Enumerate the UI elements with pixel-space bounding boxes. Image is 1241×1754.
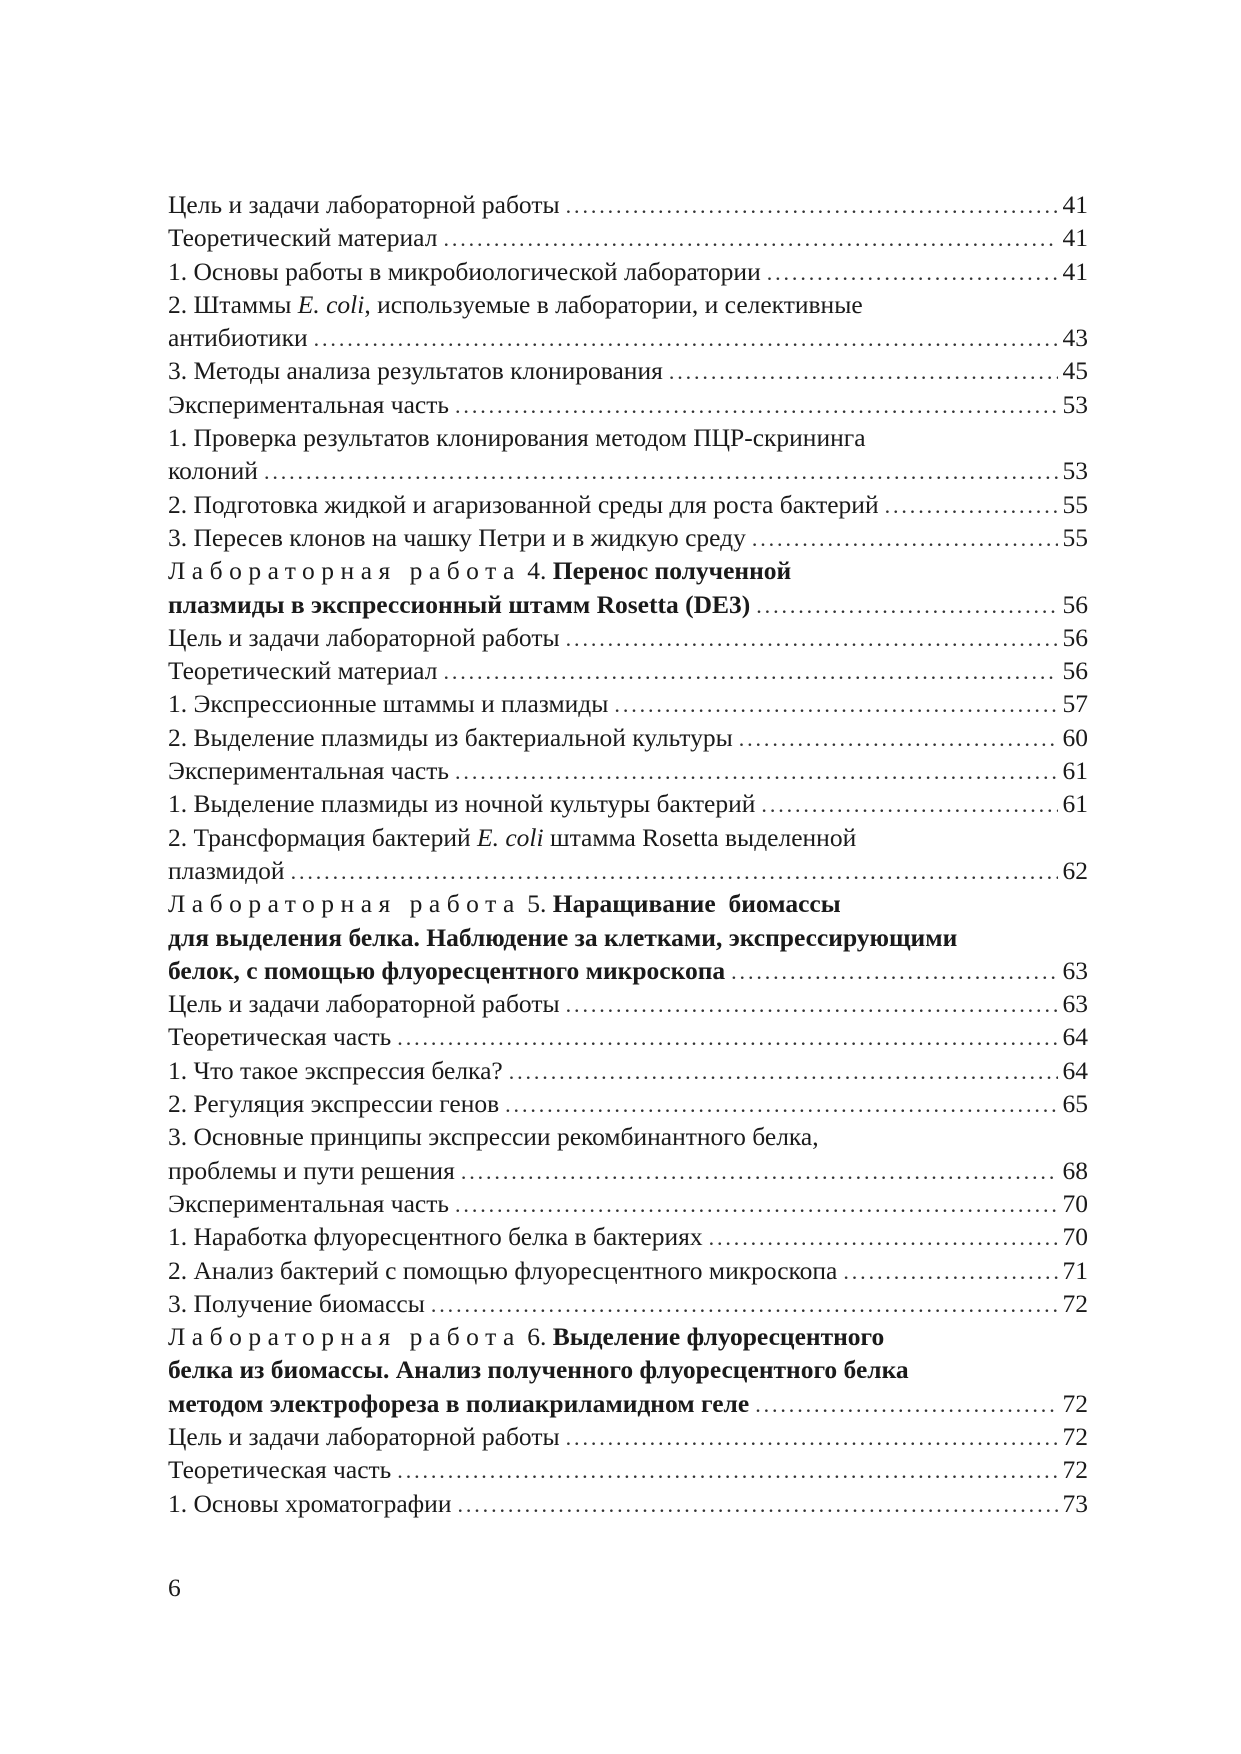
toc-entry-title: проблемы и пути решения (168, 1155, 455, 1185)
toc-entry-title (168, 554, 791, 587)
toc-entry-title: Теоретическая часть (168, 1022, 392, 1052)
toc-entry-title: белка из биомассы. Анализ полученного флуоресцентного белка (168, 1355, 909, 1385)
toc-entry-page: 70 (1062, 1188, 1088, 1218)
page-number: 6 (168, 1573, 181, 1602)
dot-leader (449, 1188, 1058, 1220)
toc-entry-title: 2. Анализ бактерий с помощью флуоресцентного микроскопа (168, 1255, 838, 1285)
toc-entry-page: 64 (1062, 1055, 1088, 1085)
toc-entry-page: 55 (1062, 522, 1088, 552)
lab-work-title: Перенос полученной (552, 556, 792, 586)
dot-leader (560, 988, 1058, 1020)
toc-entry-page: 70 (1062, 1222, 1088, 1252)
toc-entry-page: 61 (1062, 789, 1088, 819)
toc-entry-page: 45 (1062, 356, 1088, 386)
toc-entry-title (168, 1320, 884, 1353)
toc-entry-page: 63 (1062, 955, 1088, 985)
dot-leader (258, 455, 1058, 487)
toc-entry (168, 221, 1088, 254)
toc-entry-page: 43 (1062, 323, 1088, 353)
dot-leader (663, 355, 1058, 387)
toc-text: штамма Rosetta выделенной (543, 822, 857, 852)
toc-text: 2. Штаммы (168, 289, 298, 319)
dot-leader (308, 322, 1058, 354)
toc-entry-page: 53 (1062, 456, 1088, 486)
toc-entry (168, 1020, 1088, 1053)
toc-entry (168, 787, 1088, 820)
toc-entry-title: 3. Получение биомассы (168, 1288, 425, 1318)
toc-entry (168, 588, 1088, 621)
toc-entry-title: Теоретический материал (168, 656, 438, 686)
toc-text: 2. Трансформация бактерий (168, 822, 477, 852)
dot-leader (449, 389, 1058, 421)
toc-entry-title: плазмиды в экспрессионный штамм Rosetta (DE3) (168, 589, 751, 619)
toc-entry-page: 56 (1062, 589, 1088, 619)
toc-entry (168, 1287, 1088, 1320)
toc-entry-title: Теоретическая часть (168, 1455, 392, 1485)
lab-work-label: Лабораторная работа (168, 889, 521, 919)
toc-entry-page: 41 (1062, 223, 1088, 253)
table-of-contents (168, 188, 1088, 1520)
toc-entry (168, 454, 1088, 487)
dot-leader (761, 256, 1058, 288)
toc-entry-title: 2. Выделение плазмиды из бактериальной культуры (168, 722, 733, 752)
toc-entry-title: Экспериментальная часть (168, 756, 450, 786)
toc-entry (168, 321, 1088, 354)
toc-entry (168, 488, 1088, 521)
toc-entry (168, 1420, 1088, 1453)
dot-leader (755, 788, 1058, 820)
dot-leader (391, 1021, 1058, 1053)
toc-text: , используемые в лаборатории, и селективные (364, 289, 863, 319)
dot-leader (499, 1088, 1058, 1120)
toc-entry-title: 1. Основы хроматографии (168, 1488, 452, 1518)
toc-entry-continued (168, 821, 1088, 854)
toc-entry-title: колоний (168, 456, 258, 486)
toc-section-heading-continued (168, 921, 1088, 954)
dot-leader (749, 1388, 1058, 1420)
dot-leader (503, 1055, 1058, 1087)
dot-leader (608, 688, 1058, 720)
toc-entry (168, 1220, 1088, 1253)
toc-entry-title: антибиотики (168, 323, 308, 353)
toc-entry-title: Экспериментальная часть (168, 389, 450, 419)
toc-entry-title: 1. Что такое экспрессия белка? (168, 1055, 503, 1085)
toc-entry (168, 654, 1088, 687)
dot-leader (560, 622, 1058, 654)
toc-entry-page: 65 (1062, 1089, 1088, 1119)
dot-leader (425, 1288, 1058, 1320)
toc-entry-title: 3. Методы анализа результатов клонирования (168, 356, 663, 386)
lab-work-number: 5. (520, 889, 553, 919)
toc-entry (168, 388, 1088, 421)
toc-entry (168, 721, 1088, 754)
toc-entry-page: 41 (1062, 190, 1088, 219)
toc-entry-page: 41 (1062, 256, 1088, 286)
toc-entry-title: 2. Регуляция экспрессии генов (168, 1089, 500, 1119)
toc-entry-title: Экспериментальная часть (168, 1188, 450, 1218)
toc-entry-continued (168, 421, 1088, 454)
toc-entry-page: 62 (1062, 855, 1088, 885)
toc-entry-page: 73 (1062, 1488, 1088, 1518)
toc-entry-page: 72 (1062, 1388, 1088, 1418)
toc-entry-continued (168, 288, 1088, 321)
toc-entry-title: плазмидой (168, 855, 285, 885)
toc-italic-text: E. coli (297, 289, 365, 319)
toc-entry-page: 68 (1062, 1155, 1088, 1185)
toc-italic-text: E. coli (477, 822, 544, 852)
toc-entry-title: методом электрофореза в полиакриламидном геле (168, 1388, 750, 1418)
toc-entry (168, 1154, 1088, 1187)
toc-entry-continued (168, 1120, 1088, 1153)
dot-leader (560, 1421, 1058, 1453)
toc-entry-page: 53 (1062, 389, 1088, 419)
dot-leader (449, 755, 1058, 787)
toc-entry-title: 2. Подготовка жидкой и агаризованной среды для роста бактерий (168, 489, 879, 519)
toc-section-heading (168, 554, 1088, 587)
toc-entry-title (168, 821, 856, 854)
lab-work-number: 4. (520, 556, 553, 586)
toc-entry (168, 854, 1088, 887)
toc-entry (168, 354, 1088, 387)
toc-entry-title: Цель и задачи лабораторной работы (168, 190, 560, 219)
toc-section-heading (168, 1320, 1088, 1353)
toc-entry (168, 1254, 1088, 1287)
toc-entry (168, 687, 1088, 720)
toc-entry-title: Цель и задачи лабораторной работы (168, 1421, 560, 1451)
lab-work-label: Лабораторная работа (168, 556, 521, 586)
lab-work-label: Лабораторная работа (168, 1322, 521, 1352)
toc-entry-title: 1. Основы работы в микробиологической лаборатории (168, 256, 761, 286)
toc-entry-title (168, 288, 863, 321)
dot-leader (391, 1454, 1058, 1486)
dot-leader (733, 722, 1058, 754)
toc-entry-title: 1. Наработка флуоресцентного белка в бактериях (168, 1222, 703, 1252)
toc-entry-page: 60 (1062, 722, 1088, 752)
lab-work-title: Выделение флуоресцентного (552, 1322, 885, 1352)
dot-leader (725, 955, 1058, 987)
toc-section-heading (168, 887, 1088, 920)
toc-entry-page: 72 (1062, 1288, 1088, 1318)
toc-entry (168, 188, 1088, 221)
toc-entry-title: Цель и задачи лабораторной работы (168, 622, 560, 652)
dot-leader (437, 222, 1058, 254)
toc-entry (168, 1087, 1088, 1120)
toc-entry-title: 3. Основные принципы экспрессии рекомбинантного белка, (168, 1122, 819, 1152)
toc-entry-page: 64 (1062, 1022, 1088, 1052)
toc-entry-title: Теоретический материал (168, 223, 438, 253)
dot-leader (285, 855, 1058, 887)
toc-entry-page: 57 (1062, 689, 1088, 719)
toc-entry-title: Цель и задачи лабораторной работы (168, 989, 560, 1019)
toc-entry-title: для выделения белка. Наблюдение за клетками, экспрессирующими (168, 922, 958, 952)
toc-entry (168, 1453, 1088, 1486)
lab-work-title: Наращивание биомассы (552, 889, 841, 919)
toc-entry (168, 521, 1088, 554)
toc-entry (168, 954, 1088, 987)
toc-entry (168, 255, 1088, 288)
toc-entry-page: 72 (1062, 1421, 1088, 1451)
toc-entry (168, 987, 1088, 1020)
toc-entry (168, 1187, 1088, 1220)
toc-entry-title: 1. Проверка результатов клонирования методом ПЦР-скрининга (168, 423, 866, 453)
toc-entry (168, 621, 1088, 654)
toc-entry-page: 72 (1062, 1455, 1088, 1485)
dot-leader (703, 1221, 1058, 1253)
toc-section-heading-continued (168, 1353, 1088, 1386)
toc-entry (168, 1487, 1088, 1520)
toc-entry (168, 1387, 1088, 1420)
toc-entry-title: 3. Пересев клонов на чашку Петри и в жидкую среду (168, 522, 746, 552)
toc-entry (168, 1054, 1088, 1087)
toc-entry (168, 754, 1088, 787)
dot-leader (837, 1255, 1058, 1287)
toc-entry-title: белок, с помощью флуоресцентного микроскопа (168, 955, 726, 985)
dot-leader (879, 489, 1058, 521)
toc-entry-page: 55 (1062, 489, 1088, 519)
toc-entry-title: 1. Экспрессионные штаммы и плазмиды (168, 689, 609, 719)
dot-leader (560, 189, 1058, 221)
toc-entry-title (168, 887, 841, 920)
dot-leader (746, 522, 1058, 554)
toc-entry-page: 71 (1062, 1255, 1088, 1285)
dot-leader (750, 589, 1058, 621)
dot-leader (455, 1155, 1058, 1187)
toc-entry-page: 56 (1062, 622, 1088, 652)
lab-work-number: 6. (520, 1322, 553, 1352)
toc-entry-page: 56 (1062, 656, 1088, 686)
toc-entry-page: 63 (1062, 989, 1088, 1019)
dot-leader (451, 1488, 1058, 1520)
toc-entry-page: 61 (1062, 756, 1088, 786)
toc-entry-title: 1. Выделение плазмиды из ночной культуры бактерий (168, 789, 756, 819)
dot-leader (437, 655, 1058, 687)
